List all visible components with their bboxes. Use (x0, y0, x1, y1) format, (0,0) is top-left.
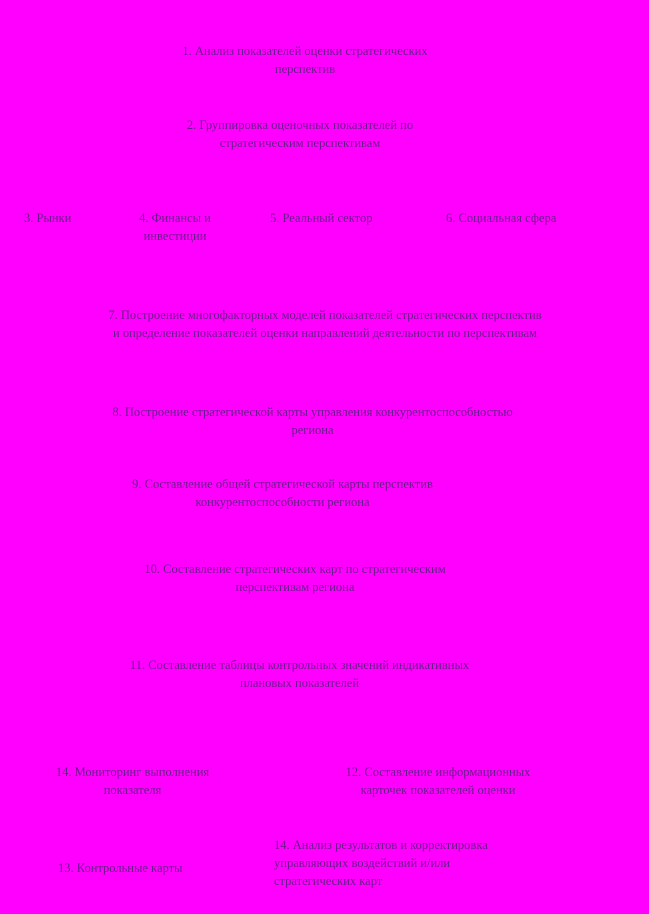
step-13-line-1: 13. Контрольные карты (58, 861, 183, 875)
step-14-monitoring (30, 763, 235, 799)
step-9-general-map (75, 475, 490, 511)
step-11-line-2: плановых показателей (239, 676, 360, 690)
step-5-line-1: 5. Реальный сектор (270, 211, 373, 225)
step-8-line-2: региона (291, 423, 334, 437)
step-5-real-sector (270, 209, 372, 227)
step-6-social-sphere (446, 209, 556, 227)
step-2-line-2: стратегическим перспективам (219, 136, 381, 150)
step-1-line-1: 1. Анализ показателей оценки стратегических (182, 44, 428, 58)
step-14a-line-2: показателя (103, 783, 162, 797)
step-1-analysis (145, 42, 465, 78)
step-3-markets (24, 209, 71, 227)
step-9-line-1: 9. Составление общей стратегической карты перспектив (132, 477, 433, 491)
step-12-line-1: 12. Составление информационных (345, 765, 531, 779)
step-14b-line-2: управляющих воздействий и/или (274, 856, 451, 870)
step-7-line-2: и определение показателей оценки направлений деятельности по перспективам (113, 326, 537, 340)
step-4-line-1: 4. Финансы и (139, 211, 211, 225)
step-14a-line-1: 14. Мониторинг выполнения (55, 765, 210, 779)
step-4-line-2: инвестиции (143, 229, 207, 243)
step-2-grouping (150, 116, 450, 152)
step-4-finance (120, 209, 230, 245)
step-7-multifactor-models (20, 306, 630, 342)
step-8-strategic-map (40, 403, 585, 439)
step-13-control-cards (58, 859, 182, 877)
step-7-line-1: 7. Построение многофакторных моделей показателей стратегических перспектив (108, 308, 542, 322)
step-12-line-2: карточек показателей оценки (360, 783, 516, 797)
step-11-control-table (62, 656, 537, 692)
step-14b-line-3: стратегических карт (274, 874, 383, 888)
step-6-line-1: 6. Социальная сфера (446, 211, 557, 225)
step-14-results-analysis (274, 836, 488, 890)
step-10-line-2: перспективам региона (235, 580, 355, 594)
step-10-line-1: 10. Составление стратегических карт по стратегическим (144, 562, 446, 576)
step-12-info-cards (318, 763, 558, 799)
step-10-perspective-maps (90, 560, 500, 596)
step-2-line-1: 2. Группировка оценочных показателей по (186, 118, 414, 132)
step-8-line-1: 8. Построение стратегической карты управления конкурентоспособностью (112, 405, 513, 419)
step-11-line-1: 11. Составление таблицы контрольных значений индикативных (129, 658, 470, 672)
step-1-line-2: перспектив (274, 62, 336, 76)
step-9-line-2: конкурентоспособности региона (195, 495, 370, 509)
step-14b-line-1: 14. Анализ результатов и корректировка (274, 838, 488, 852)
step-3-line-1: 3. Рынки (24, 211, 72, 225)
